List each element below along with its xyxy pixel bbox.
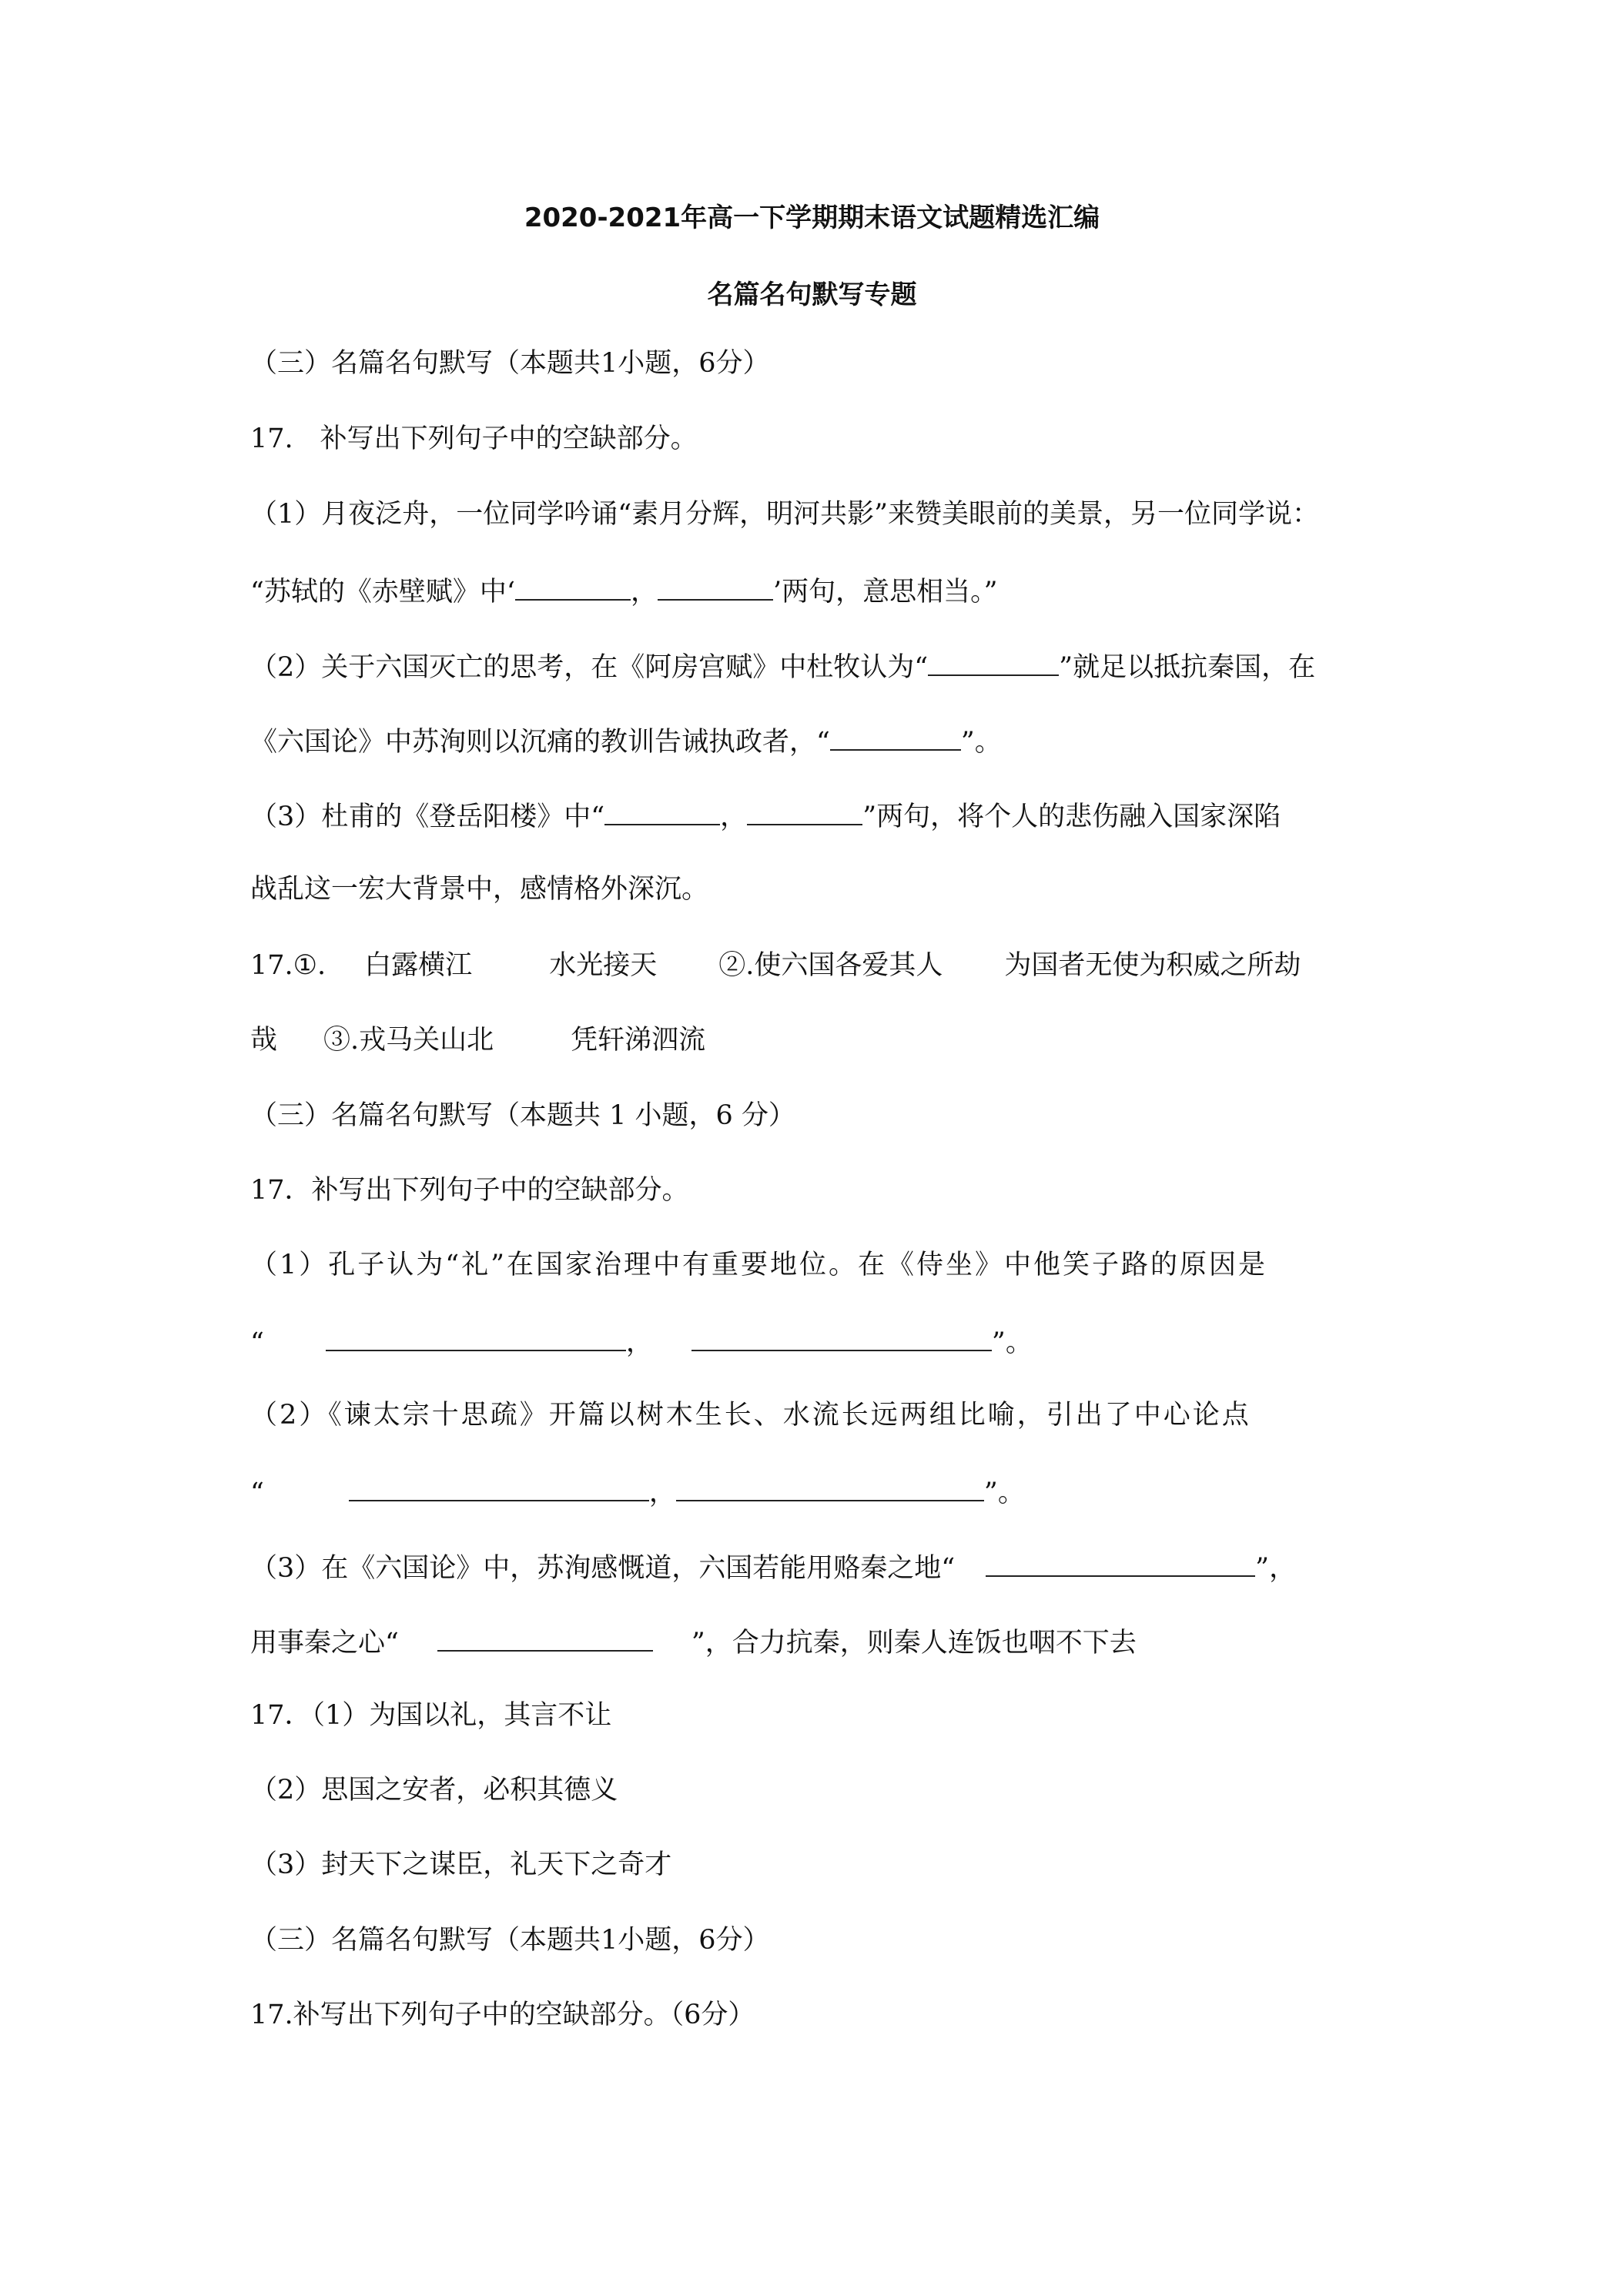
answer-blank[interactable] — [928, 651, 1059, 676]
question-text: ”就足以抵抗秦国，在 — [1059, 652, 1316, 683]
answer-text: 白露横江 — [364, 950, 473, 981]
question-stem: 17. 补写出下列句子中的空缺部分。 — [250, 423, 698, 454]
document-title: 2020-2021年高一下学期期末语文试题精选汇编 — [524, 202, 1100, 233]
question-text — [250, 1327, 1033, 1357]
answer-line — [250, 952, 1301, 979]
question-text: （2）《谏太宗十思疏》开篇以树木生长、水流长远两组比喻，引出了中心论点 — [250, 1400, 1251, 1431]
answer-line: （3）封天下之谋臣，礼天下之奇才 — [250, 1849, 672, 1880]
question-text: 战乱这一宏大背景中，感情格外深沉。 — [250, 874, 709, 905]
question-text: （3）杜甫的《登岳阳楼》中“ — [250, 802, 605, 832]
question-text: （1）孔子认为“礼”在国家治理中有重要地位。在《侍坐》中他笑子路的原因是 — [250, 1250, 1268, 1280]
question-text: （1）月夜泛舟，一位同学吟诵“素月分辉，明河共影”来赞美眼前的美景，另一位同学说： — [250, 499, 1320, 530]
answer-text: ③.戎马关山北 — [323, 1025, 494, 1056]
answer-blank[interactable] — [604, 801, 720, 825]
question-text: （2）关于六国灭亡的思考，在《阿房宫赋》中杜牧认为“ — [250, 652, 929, 683]
answer-line: （2）思国之安者，必积其德义 — [250, 1775, 618, 1806]
section-header: （三）名篇名句默写（本题共 1 小题，6 分） — [250, 1100, 795, 1131]
question-text: “苏轼的《赤壁赋》中‘ — [250, 577, 516, 607]
answer-blank[interactable] — [349, 1477, 649, 1501]
answer-text: 哉 — [250, 1025, 278, 1056]
question-stem: 17.补写出下列句子中的空缺部分。（6分） — [250, 2000, 755, 2030]
answer-text: 凭轩涕泗流 — [571, 1025, 706, 1056]
question-text: ”。 — [983, 1478, 1025, 1508]
section-header: （三）名篇名句默写（本题共1小题，6分） — [250, 348, 770, 379]
question-text: ”两句，将个人的悲伤融入国家深陷 — [862, 802, 1281, 832]
answer-blank[interactable] — [515, 576, 631, 601]
question-text: ”。 — [991, 1327, 1033, 1358]
answer-line — [250, 1027, 705, 1054]
question-text: 用事秦之心“ — [250, 1628, 399, 1658]
question-text: ”，合力抗秦，则秦人连饭也咽不下去 — [691, 1628, 1137, 1658]
answer-blank[interactable] — [658, 576, 773, 601]
question-text: ’两句，意思相当。” — [773, 577, 998, 607]
question-text: “ — [250, 1327, 264, 1358]
question-text: ， — [625, 1327, 653, 1358]
question-text — [250, 576, 998, 606]
question-text — [250, 801, 1281, 831]
question-text — [250, 1552, 1296, 1582]
answer-blank[interactable] — [691, 1327, 992, 1351]
question-text: ， — [648, 1478, 676, 1508]
question-text: “ — [250, 1478, 264, 1508]
section-header: （三）名篇名句默写（本题共1小题，6分） — [250, 1925, 770, 1956]
answer-blank[interactable] — [437, 1627, 653, 1652]
question-text: ， — [631, 577, 658, 607]
question-text — [250, 1627, 1137, 1657]
question-text: ”， — [1255, 1553, 1297, 1584]
answer-blank[interactable] — [986, 1552, 1255, 1577]
answer-blank[interactable] — [747, 801, 862, 825]
question-text — [250, 1477, 1025, 1507]
answer-text: ②.使六国各爱其人 — [718, 950, 943, 981]
document-subtitle: 名篇名句默写专题 — [707, 279, 917, 310]
answer-text: 水光接天 — [549, 950, 658, 981]
answer-line: 17．（1）为国以礼，其言不让 — [250, 1700, 612, 1731]
question-text — [250, 651, 1315, 681]
question-text: （3）在《六国论》中，苏洵感慨道，六国若能用赂秦之地“ — [250, 1553, 956, 1584]
answer-blank[interactable] — [830, 726, 961, 751]
answer-blank[interactable] — [676, 1477, 984, 1501]
question-text: 《六国论》中苏洵则以沉痛的教训告诫执政者，“ — [250, 727, 830, 758]
answer-blank[interactable] — [326, 1327, 626, 1351]
question-text — [250, 726, 1002, 756]
question-stem: 17．补写出下列句子中的空缺部分。 — [250, 1175, 689, 1206]
answer-text: 17.①. — [250, 950, 326, 981]
answer-text: 为国者无使为积威之所劫 — [1004, 950, 1301, 981]
question-text: ， — [720, 802, 748, 832]
question-text: ”。 — [960, 727, 1002, 758]
